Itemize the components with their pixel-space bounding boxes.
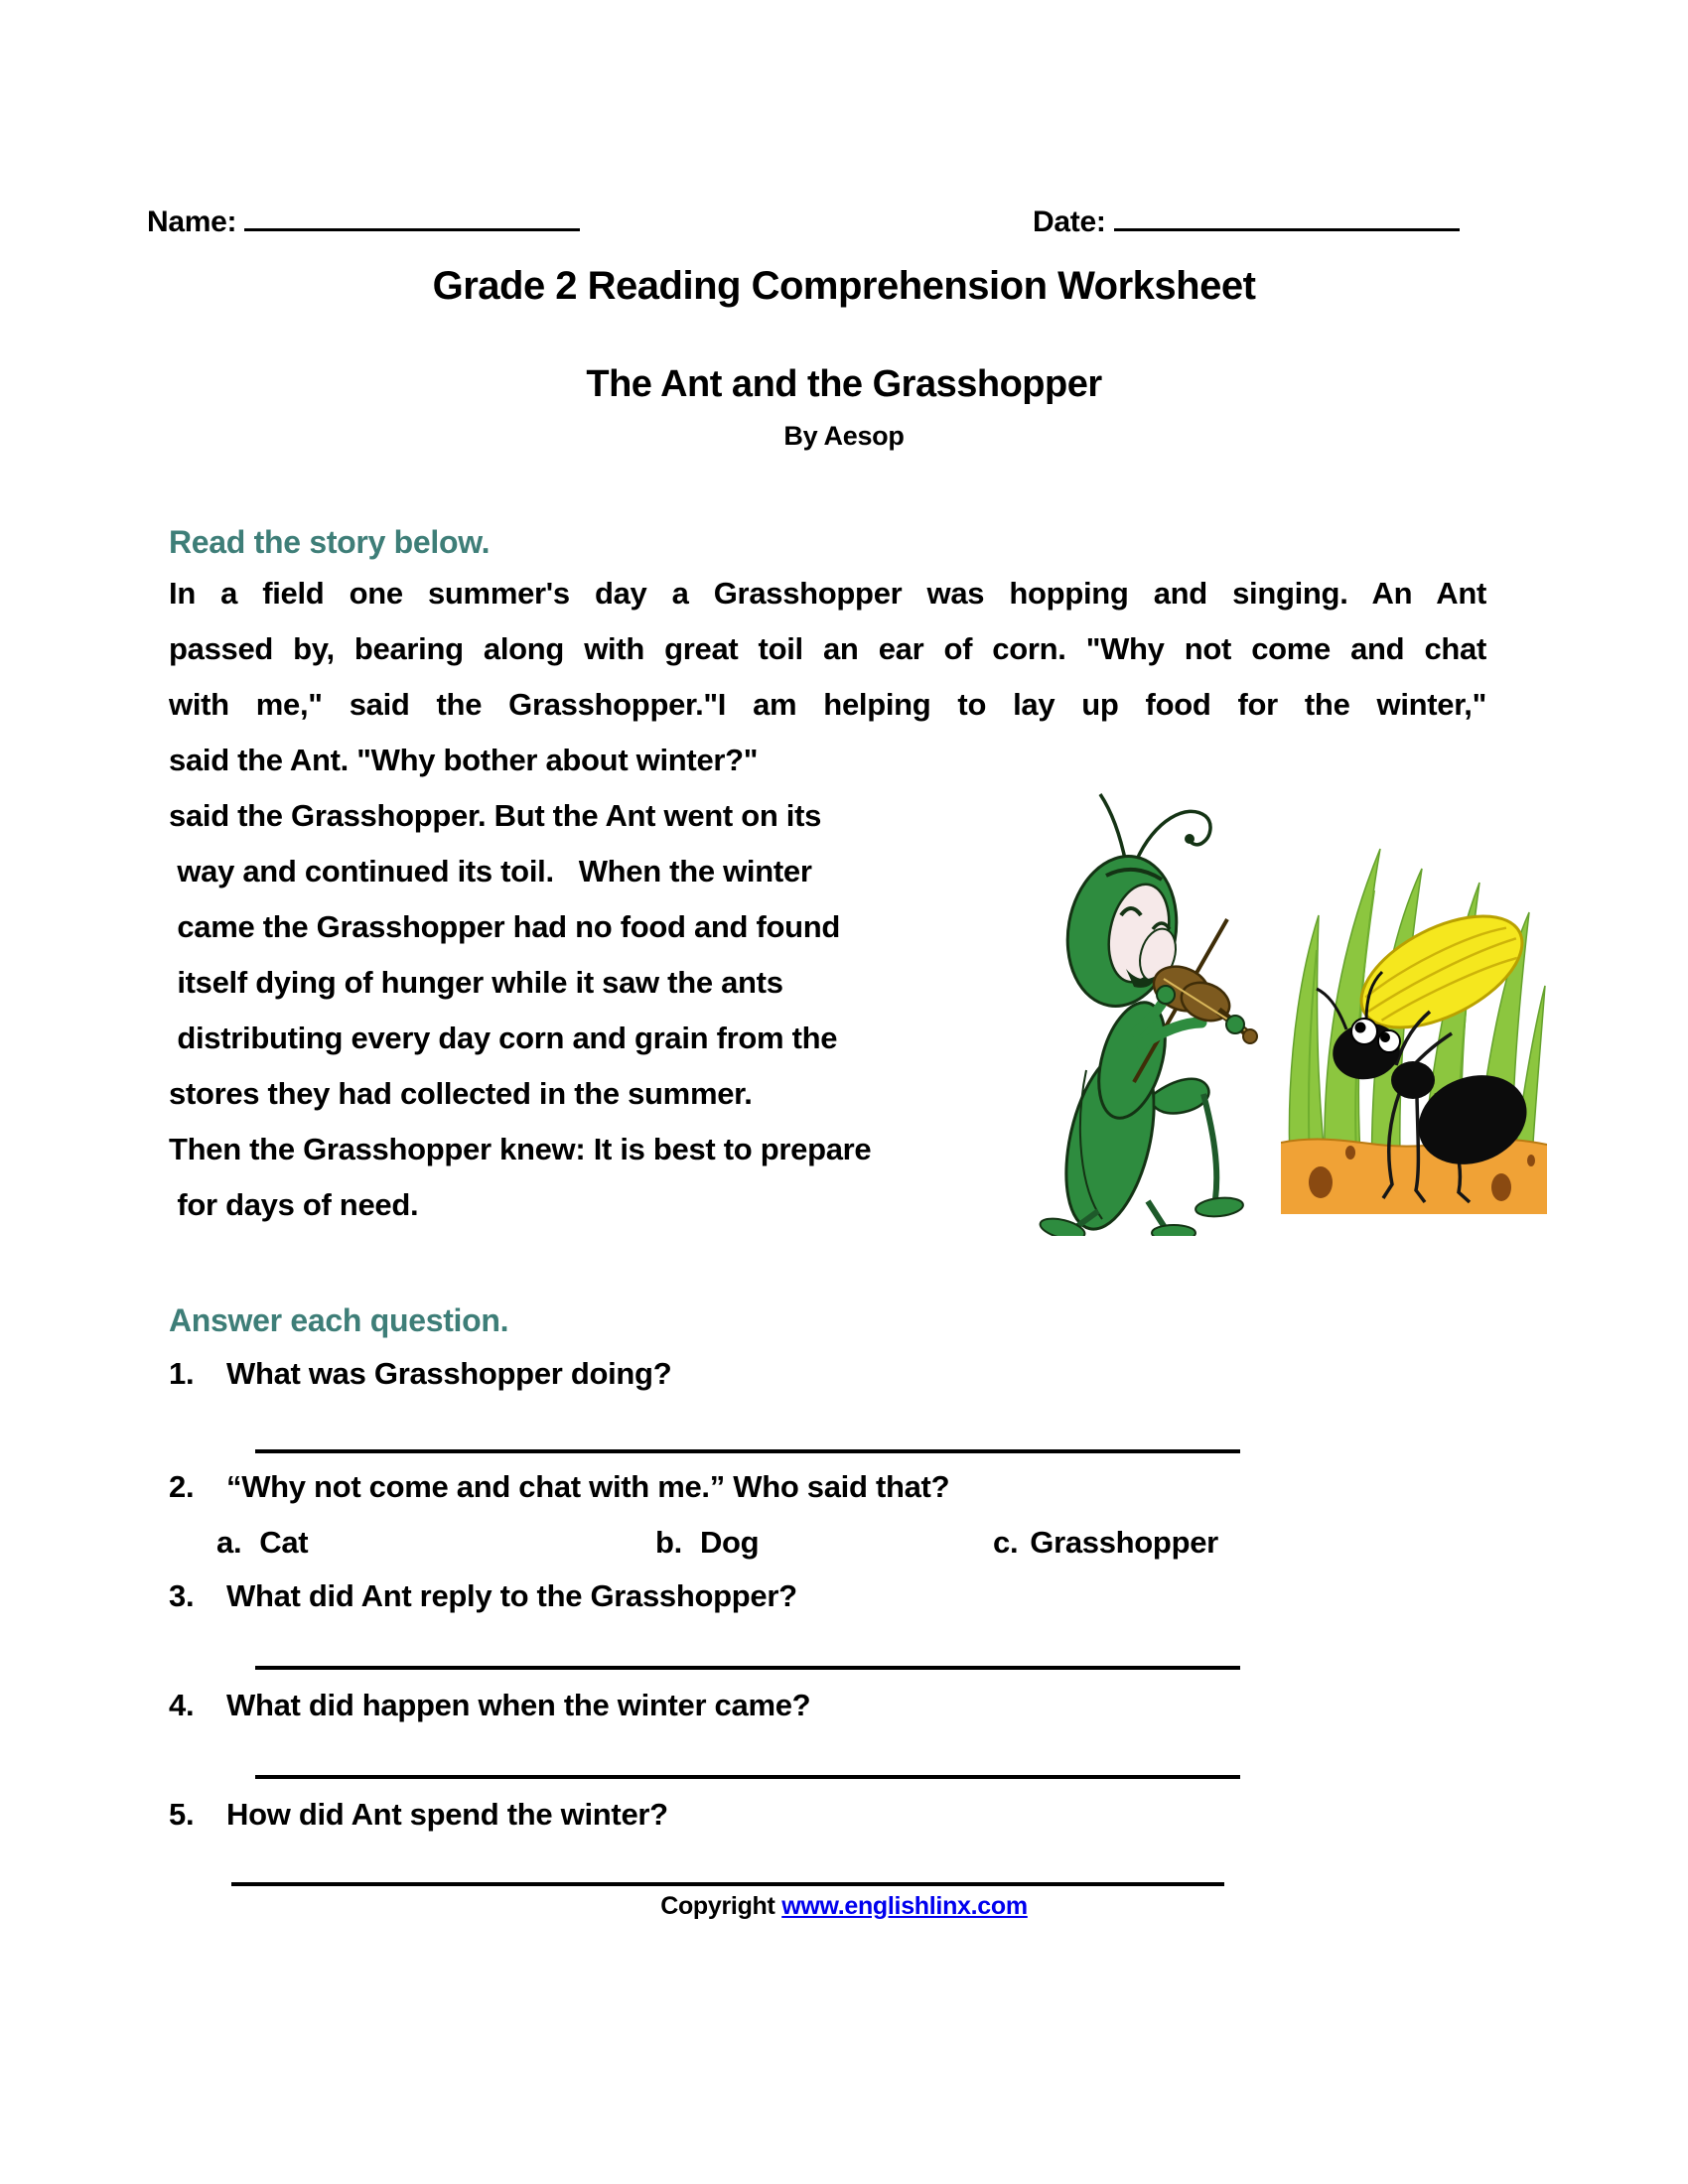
grasshopper-hand [1226, 1016, 1244, 1033]
date-label: Date: [1033, 205, 1106, 238]
question-number: 5. [169, 1797, 195, 1832]
story-line: distributing every day corn and grain from the [169, 1021, 838, 1055]
answer-questions-heading: Answer each question. [169, 1302, 509, 1338]
date-field-row [1033, 199, 1460, 239]
question-text: What was Grasshopper doing? [226, 1356, 672, 1391]
worksheet-title: Grade 2 Reading Comprehension Worksheet [432, 264, 1256, 308]
answer-blank-line [255, 1449, 1240, 1453]
story-line: passed by, bearing along with great toil an ear of corn. "Why not come and chat [169, 631, 1486, 666]
question-2-options [0, 1525, 1688, 1569]
answer-blank-line [255, 1666, 1240, 1670]
ant-grain-illustration [1281, 791, 1547, 1214]
question-number: 2. [169, 1469, 195, 1504]
story-line: way and continued its toil. When the winter [169, 854, 812, 888]
date-blank-line [1114, 199, 1460, 231]
story-line: itself dying of hunger while it saw the ants [169, 965, 783, 1000]
read-story-heading: Read the story below. [169, 524, 491, 560]
story-line: In a field one summer's day a Grasshopper was hopping and singing. An Ant [169, 576, 1486, 611]
question-3 [169, 1578, 797, 1614]
name-label: Name: [147, 205, 237, 238]
story-title: The Ant and the Grasshopper [586, 363, 1102, 405]
copyright-label: Copyright [660, 1892, 775, 1920]
question-2 [169, 1469, 949, 1505]
question-text: How did Ant spend the winter? [226, 1797, 668, 1832]
question-text: What did happen when the winter came? [226, 1688, 811, 1722]
grasshopper-antennae [1100, 794, 1210, 864]
option-c [993, 1525, 1218, 1561]
story-line: Then the Grasshopper knew: It is best to prepare [169, 1132, 872, 1166]
option-letter: c. [993, 1525, 1019, 1560]
grasshopper-violin-illustration [1015, 784, 1258, 1236]
soil [1281, 1139, 1547, 1214]
story-line: said the Ant. "Why bother about winter?" [169, 743, 759, 777]
story-line: stores they had collected in the summer. [169, 1076, 753, 1111]
question-number: 4. [169, 1688, 195, 1722]
story-line: for days of need. [169, 1187, 419, 1222]
story-line: came the Grasshopper had no food and found [169, 909, 841, 944]
name-blank-line [244, 199, 580, 231]
footer [0, 1892, 1688, 1921]
ant-eye [1378, 1030, 1400, 1052]
story-line: said the Grasshopper. But the Ant went on its [169, 798, 822, 833]
grasshopper-hand [1157, 986, 1175, 1004]
option-text: Dog [699, 1525, 760, 1560]
answer-blank-line [255, 1775, 1240, 1779]
option-letter: b. [655, 1525, 682, 1560]
ant-eye [1351, 1019, 1377, 1044]
name-field-row [147, 199, 580, 239]
englishlinx-link[interactable]: www.englishlinx.com [781, 1892, 1028, 1920]
author-byline: By Aesop [783, 421, 905, 451]
option-letter: a. [216, 1525, 242, 1560]
option-text: Grasshopper [1030, 1525, 1218, 1560]
question-5 [169, 1797, 668, 1833]
question-4 [169, 1688, 810, 1723]
question-number: 3. [169, 1578, 195, 1613]
question-1 [169, 1356, 671, 1392]
question-number: 1. [169, 1356, 195, 1391]
question-text: “Why not come and chat with me.” Who said that? [226, 1469, 950, 1504]
answer-blank-line [231, 1882, 1224, 1886]
option-text: Cat [259, 1525, 309, 1560]
question-text: What did Ant reply to the Grasshopper? [226, 1578, 797, 1613]
story-line: with me," said the Grasshopper."I am helping to lay up food for the winter," [169, 687, 1486, 722]
violin-scroll [1243, 1029, 1257, 1043]
option-b [655, 1525, 759, 1561]
option-a [216, 1525, 308, 1561]
